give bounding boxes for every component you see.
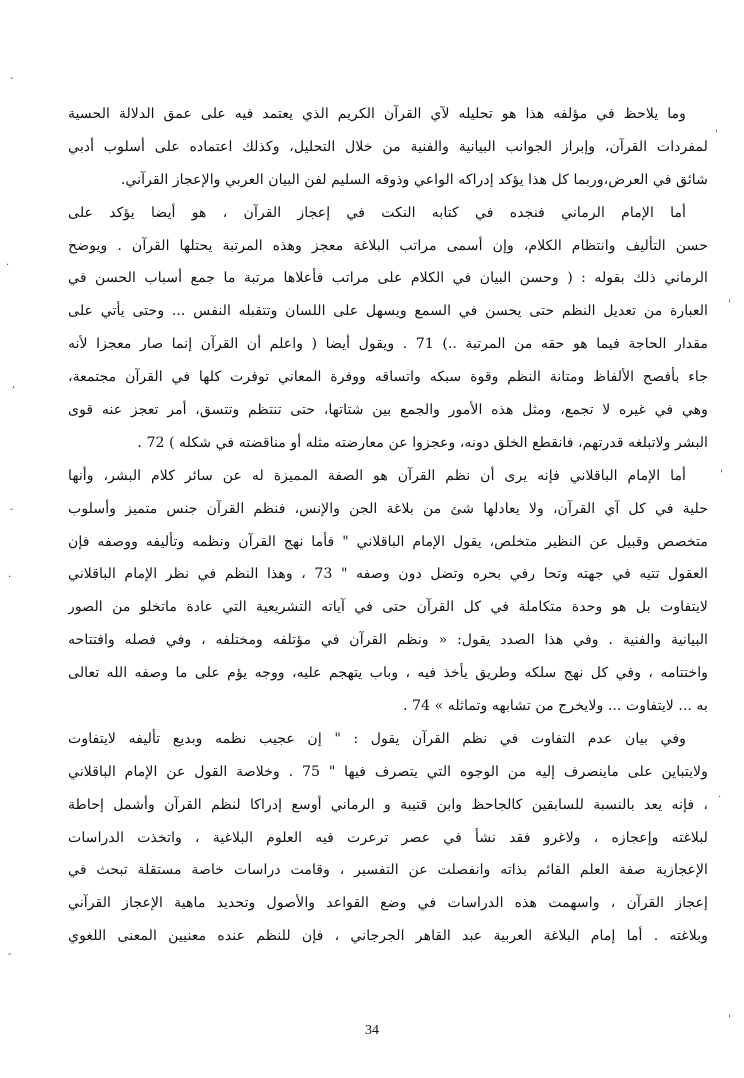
text-line: البشر ولاتبلغه قدرتهم، فانقطع الخلق دونه، وعجزوا عن معارضته مثله أو مناقضته في شكله ) 72 . [137,434,708,451]
margin-mark: ' [728,299,731,310]
text-line: الرماني ذلك بقوله : ( وحسن البيان في الكلام على مراتب فأعلاها مرتبة ما جمع أسباب الحسن في [68,270,708,287]
text-line: أما الإمام الرماني فنجده في كتابه النكت في إعجاز القرآن ، هو أيضا يؤكد على [68,204,686,221]
text-line: لبلاغته وإعجازه ، ولاغرو فقد نشأ في عصر ترعرت فيه العلوم البلاغية ، واتخذت الدراسات [68,829,708,846]
text-line: وما يلاحظ في مؤلفه هذا هو تحليله لآي القرآن الكريم الذي يعتمد فيه على عمق الدلالة الحسية [68,106,686,122]
text-line: إعجاز القرآن ، واسهمت هذه الدراسات في وضع القواعد والأصول وتحديد ماهية الإعجاز القرآني [68,895,708,912]
text-line: مقدار الحاجة فيما هو حقه من المرتبة ..) 71 . ويقول أيضا ( واعلم أن القرآن إنما صار معجزا لأنه [68,336,708,353]
page-number: 34 [365,1023,379,1038]
text-line: العقول تتيه في جهته وتحا رفي بحره وتضل دون وصفه " 73 ، وهذا النظم في نظر الإمام الباقلاني [68,566,708,583]
text-line: ، فإنه يعد بالنسبة للسابقين كالجاحظ وابن قتيبة و الرماني أوسع إدراكا لنظم القرآن وأشمل إحاطة [68,796,708,813]
margin-mark: ' [720,469,723,480]
text-line: أما الإمام الباقلاني فإنه يرى أن نظم القرآن هو الصفة المميزة له عن سائر كلام البشر، وأنها [68,467,686,484]
margin-mark: ' [715,129,718,140]
text-line: لايتفاوت بل هو وحدة متكاملة في كل القرآن حتى في آياته التشريعية التي عادة ماتخلو من الصور [68,599,708,616]
text-line: جاء بأفصح الألفاظ ومتانة النظم وقوة سبكه واتساقه ووفرة المعاني توفرت كلها في القرآن مجتمعة، [68,369,708,386]
margin-mark: - [10,73,14,84]
margin-mark: . [8,569,12,580]
text-line: ولايتباين على ماينصرف إليه من الوجوه التي يتصرف فيها " 75 . وخلاصة القول عن الإمام الباقلاني [68,763,708,780]
text-line: واختتامه ، وفي كل نهج سلكه وطريق يأخذ فيه ، وباب يتهجم عليه، ووجه يؤم على ما وصفه الله تعالى [68,665,708,682]
text-line: البيانية والفنية . وفي هذا الصدد يقول: « ونظم القرآن في مؤتلفه ومختلفه ، وفي فصله وافتتاحه [68,632,708,649]
text-line: الإعجازية صفة العلم القائم بذاته وانفصلت عن التفسير ، وقامت دراسات خاصة مستقلة تبحث في [68,862,708,879]
margin-mark: - [8,949,12,960]
margin-mark: - [10,504,14,515]
text-line: به ... لايتفاوت ... ولايخرج من تشابهه وتماثله » 74 . [402,698,708,715]
text-line: شائق في العرض،وربما كل هذا يؤكد إدراكه الواعي وذوقه السليم لفن البيان العربي والإعجاز القرآني. [120,171,708,188]
margin-mark: ' [728,1014,731,1025]
margin-mark: . [718,789,722,800]
text-line: وبلاغته . أما إمام البلاغة العربية عبد القاهر الجرجاني ، فإن للنظم عنده معنيين المعنى اللغوي [68,928,708,945]
text-line: وهي في غيره لا تجمع، ومثل هذه الأمور والجمع بين شتاتها، حتى تنتظم وتتسق، أمر تعجز عنه قوى [68,402,708,419]
text-line: متخصص وقبيل عن النظير متخلص، يقول الإمام الباقلاني " فأما نهج القرآن ونظمه وتأليفه ووصفه فإن [68,533,708,550]
text-line: وفي بيان عدم التفاوت في نظم القرآن يقول : " إن عجيب نظمه وبديع تأليفه لايتفاوت [68,730,686,747]
text-line: حلية في كل آي القرآن، ولا يعادلها شئ من بلاغة الجن والإنس، فنظم القرآن جنس متميز وأسلوب [68,500,708,517]
margin-mark: , [12,379,16,390]
text-line: لمفردات القرآن، وإبراز الجوانب البيانية والفنية من خلال التحليل، وكذلك اعتماده على أسلوب أدبي [68,138,708,155]
body-text [68,98,708,953]
text-line: العبارة من تعديل النظم حتى يحسن في السمع ويسهل على اللسان وتتقبله النفس ... وحتى يأتي على [68,303,708,320]
margin-mark: . [6,257,10,268]
text-line: حسن التأليف وانتظام الكلام، وإن أسمى مراتب البلاغة معجز وهذه المرتبة يحتلها القرآن . ويوضح [68,237,708,254]
